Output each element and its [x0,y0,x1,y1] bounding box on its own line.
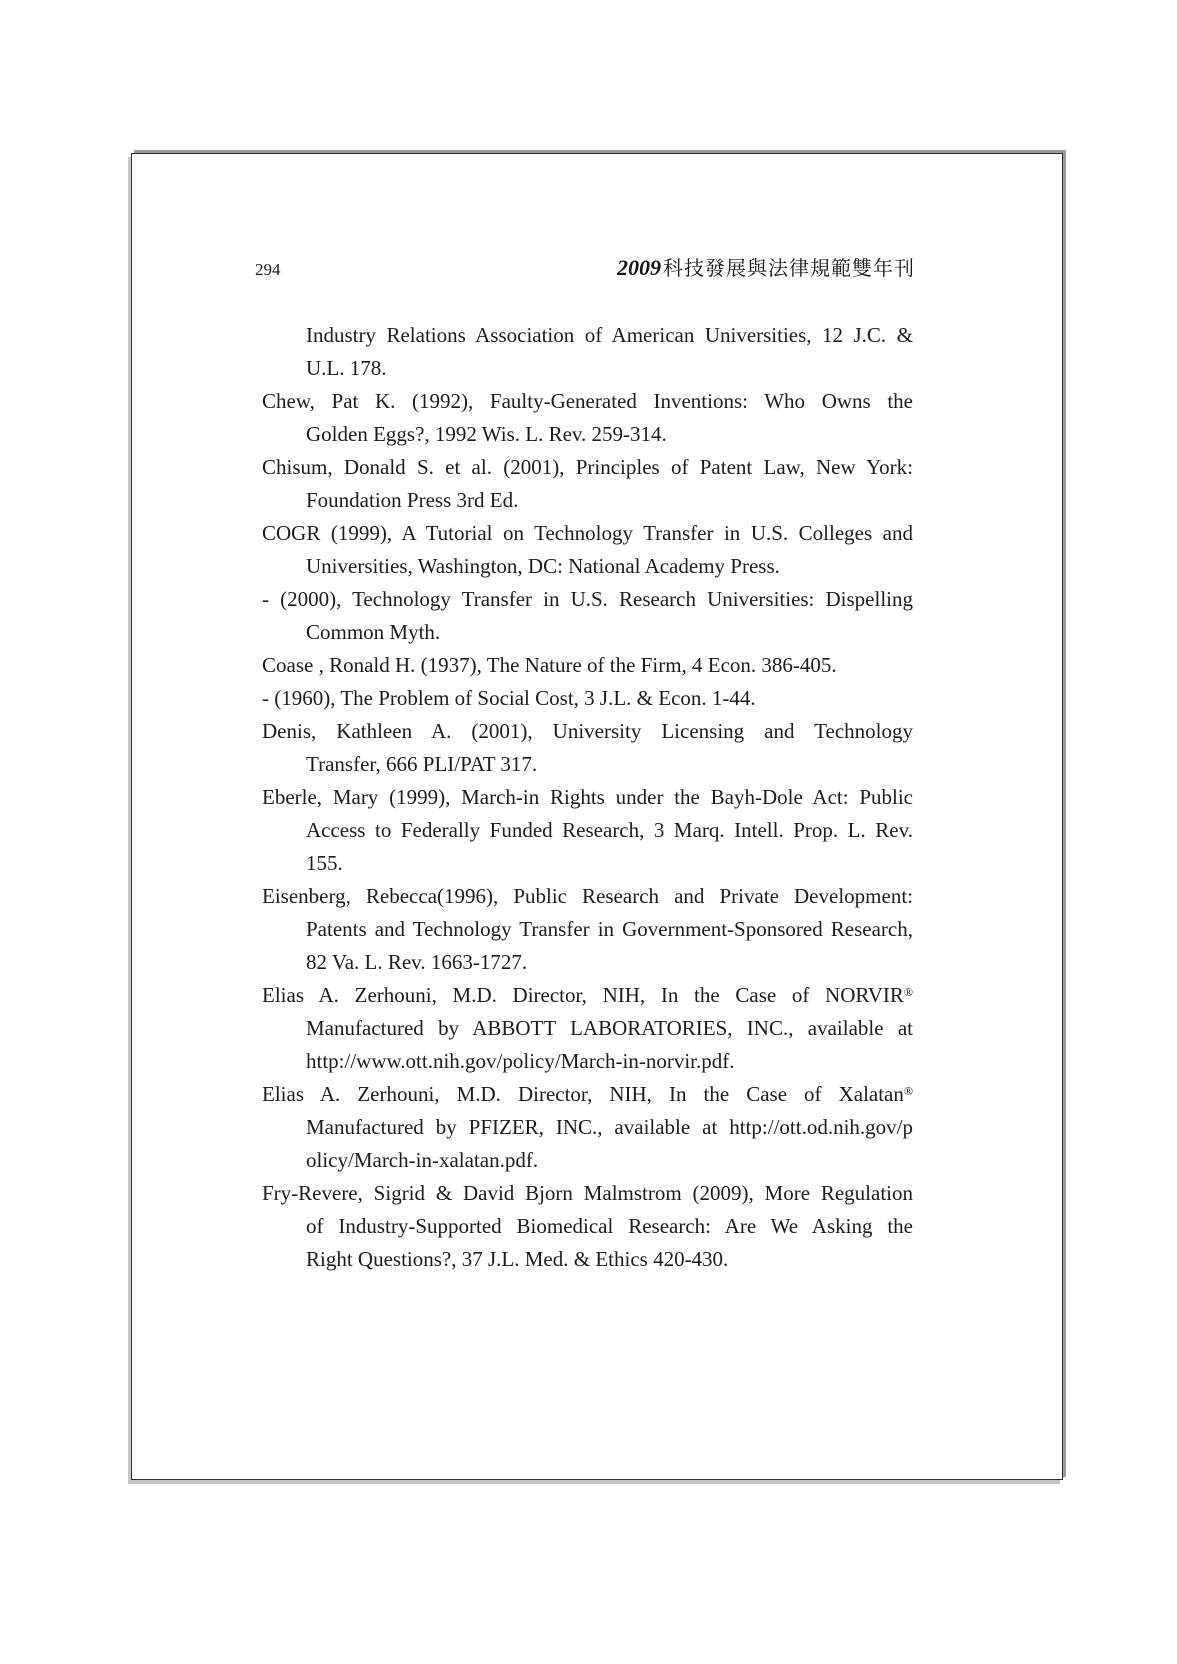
reference-line: U.L. 178. [306,356,387,380]
reference-line: - (1960), The Problem of Social Cost, 3 J.L. & Econ. 1-44. [262,686,756,710]
reference-entry [262,517,913,583]
reference-entry [262,880,913,979]
reference-line: Industry Relations Association of American Universities, 12 J.C. & [306,323,913,347]
reference-line: Foundation Press 3rd Ed. [306,488,519,512]
reference-line: Chisum, Donald S. et al. (2001), Principles of Patent Law, New York: [262,455,913,479]
page-header [255,252,915,281]
scanned-page [131,153,1063,1480]
reference-entry [262,715,913,781]
reference-line: 155. [306,851,343,875]
reference-entry [262,1078,913,1177]
reference-entry [262,682,913,715]
reference-entry [262,649,913,682]
reference-line: Manufactured by PFIZER, INC., available at http://ott.od.nih.gov/p [306,1115,913,1139]
reference-entry [262,979,913,1078]
reference-line: Transfer, 666 PLI/PAT 317. [306,752,538,776]
reference-line: Right Questions?, 37 J.L. Med. & Ethics 420-430. [306,1247,729,1271]
reference-line: Elias A. Zerhouni, M.D. Director, NIH, In the Case of Xalatan® [262,1082,913,1106]
reference-line: Golden Eggs?, 1992 Wis. L. Rev. 259-314. [306,422,667,446]
journal-title [617,252,915,281]
reference-entry [262,583,913,649]
reference-line: Chew, Pat K. (1992), Faulty-Generated Inventions: Who Owns the [262,389,913,413]
page-number: 294 [255,260,281,279]
reference-line: Access to Federally Funded Research, 3 Marq. Intell. Prop. L. Rev. [306,818,913,842]
reference-entry [262,319,913,385]
reference-line: Manufactured by ABBOTT LABORATORIES, INC., available at [306,1016,913,1040]
reference-line: http://www.ott.nih.gov/policy/March-in-norvir.pdf. [306,1049,735,1073]
reference-line: Universities, Washington, DC: National Academy Press. [306,554,780,578]
reference-line: Common Myth. [306,620,441,644]
reference-line: Eberle, Mary (1999), March-in Rights under the Bayh-Dole Act: Public [262,785,913,809]
reference-line: Elias A. Zerhouni, M.D. Director, NIH, In the Case of NORVIR® [262,983,913,1007]
registered-trademark-icon: ® [903,985,913,999]
reference-line: - (2000), Technology Transfer in U.S. Research Universities: Dispelling [262,587,913,611]
registered-trademark-icon: ® [903,1084,913,1098]
reference-entry [262,1177,913,1276]
reference-line: Fry-Revere, Sigrid & David Bjorn Malmstrom (2009), More Regulation [262,1181,913,1205]
reference-line: of Industry-Supported Biomedical Research: Are We Asking the [306,1214,913,1238]
reference-line: Denis, Kathleen A. (2001), University Licensing and Technology [262,719,913,743]
journal-title-name: 科技發展與法律規範雙年刊 [663,258,915,280]
reference-entry [262,385,913,451]
reference-line: 82 Va. L. Rev. 1663-1727. [306,950,528,974]
reference-entry [262,451,913,517]
reference-line: olicy/March-in-xalatan.pdf. [306,1148,539,1172]
reference-line: COGR (1999), A Tutorial on Technology Transfer in U.S. Colleges and [262,521,913,545]
reference-line: Eisenberg, Rebecca(1996), Public Research and Private Development: [262,884,913,908]
journal-title-year: 2009 [617,255,661,280]
reference-entry [262,781,913,880]
reference-line: Patents and Technology Transfer in Government-Sponsored Research, [306,917,913,941]
references-list [262,319,913,1276]
reference-line: Coase , Ronald H. (1937), The Nature of the Firm, 4 Econ. 386-405. [262,653,837,677]
